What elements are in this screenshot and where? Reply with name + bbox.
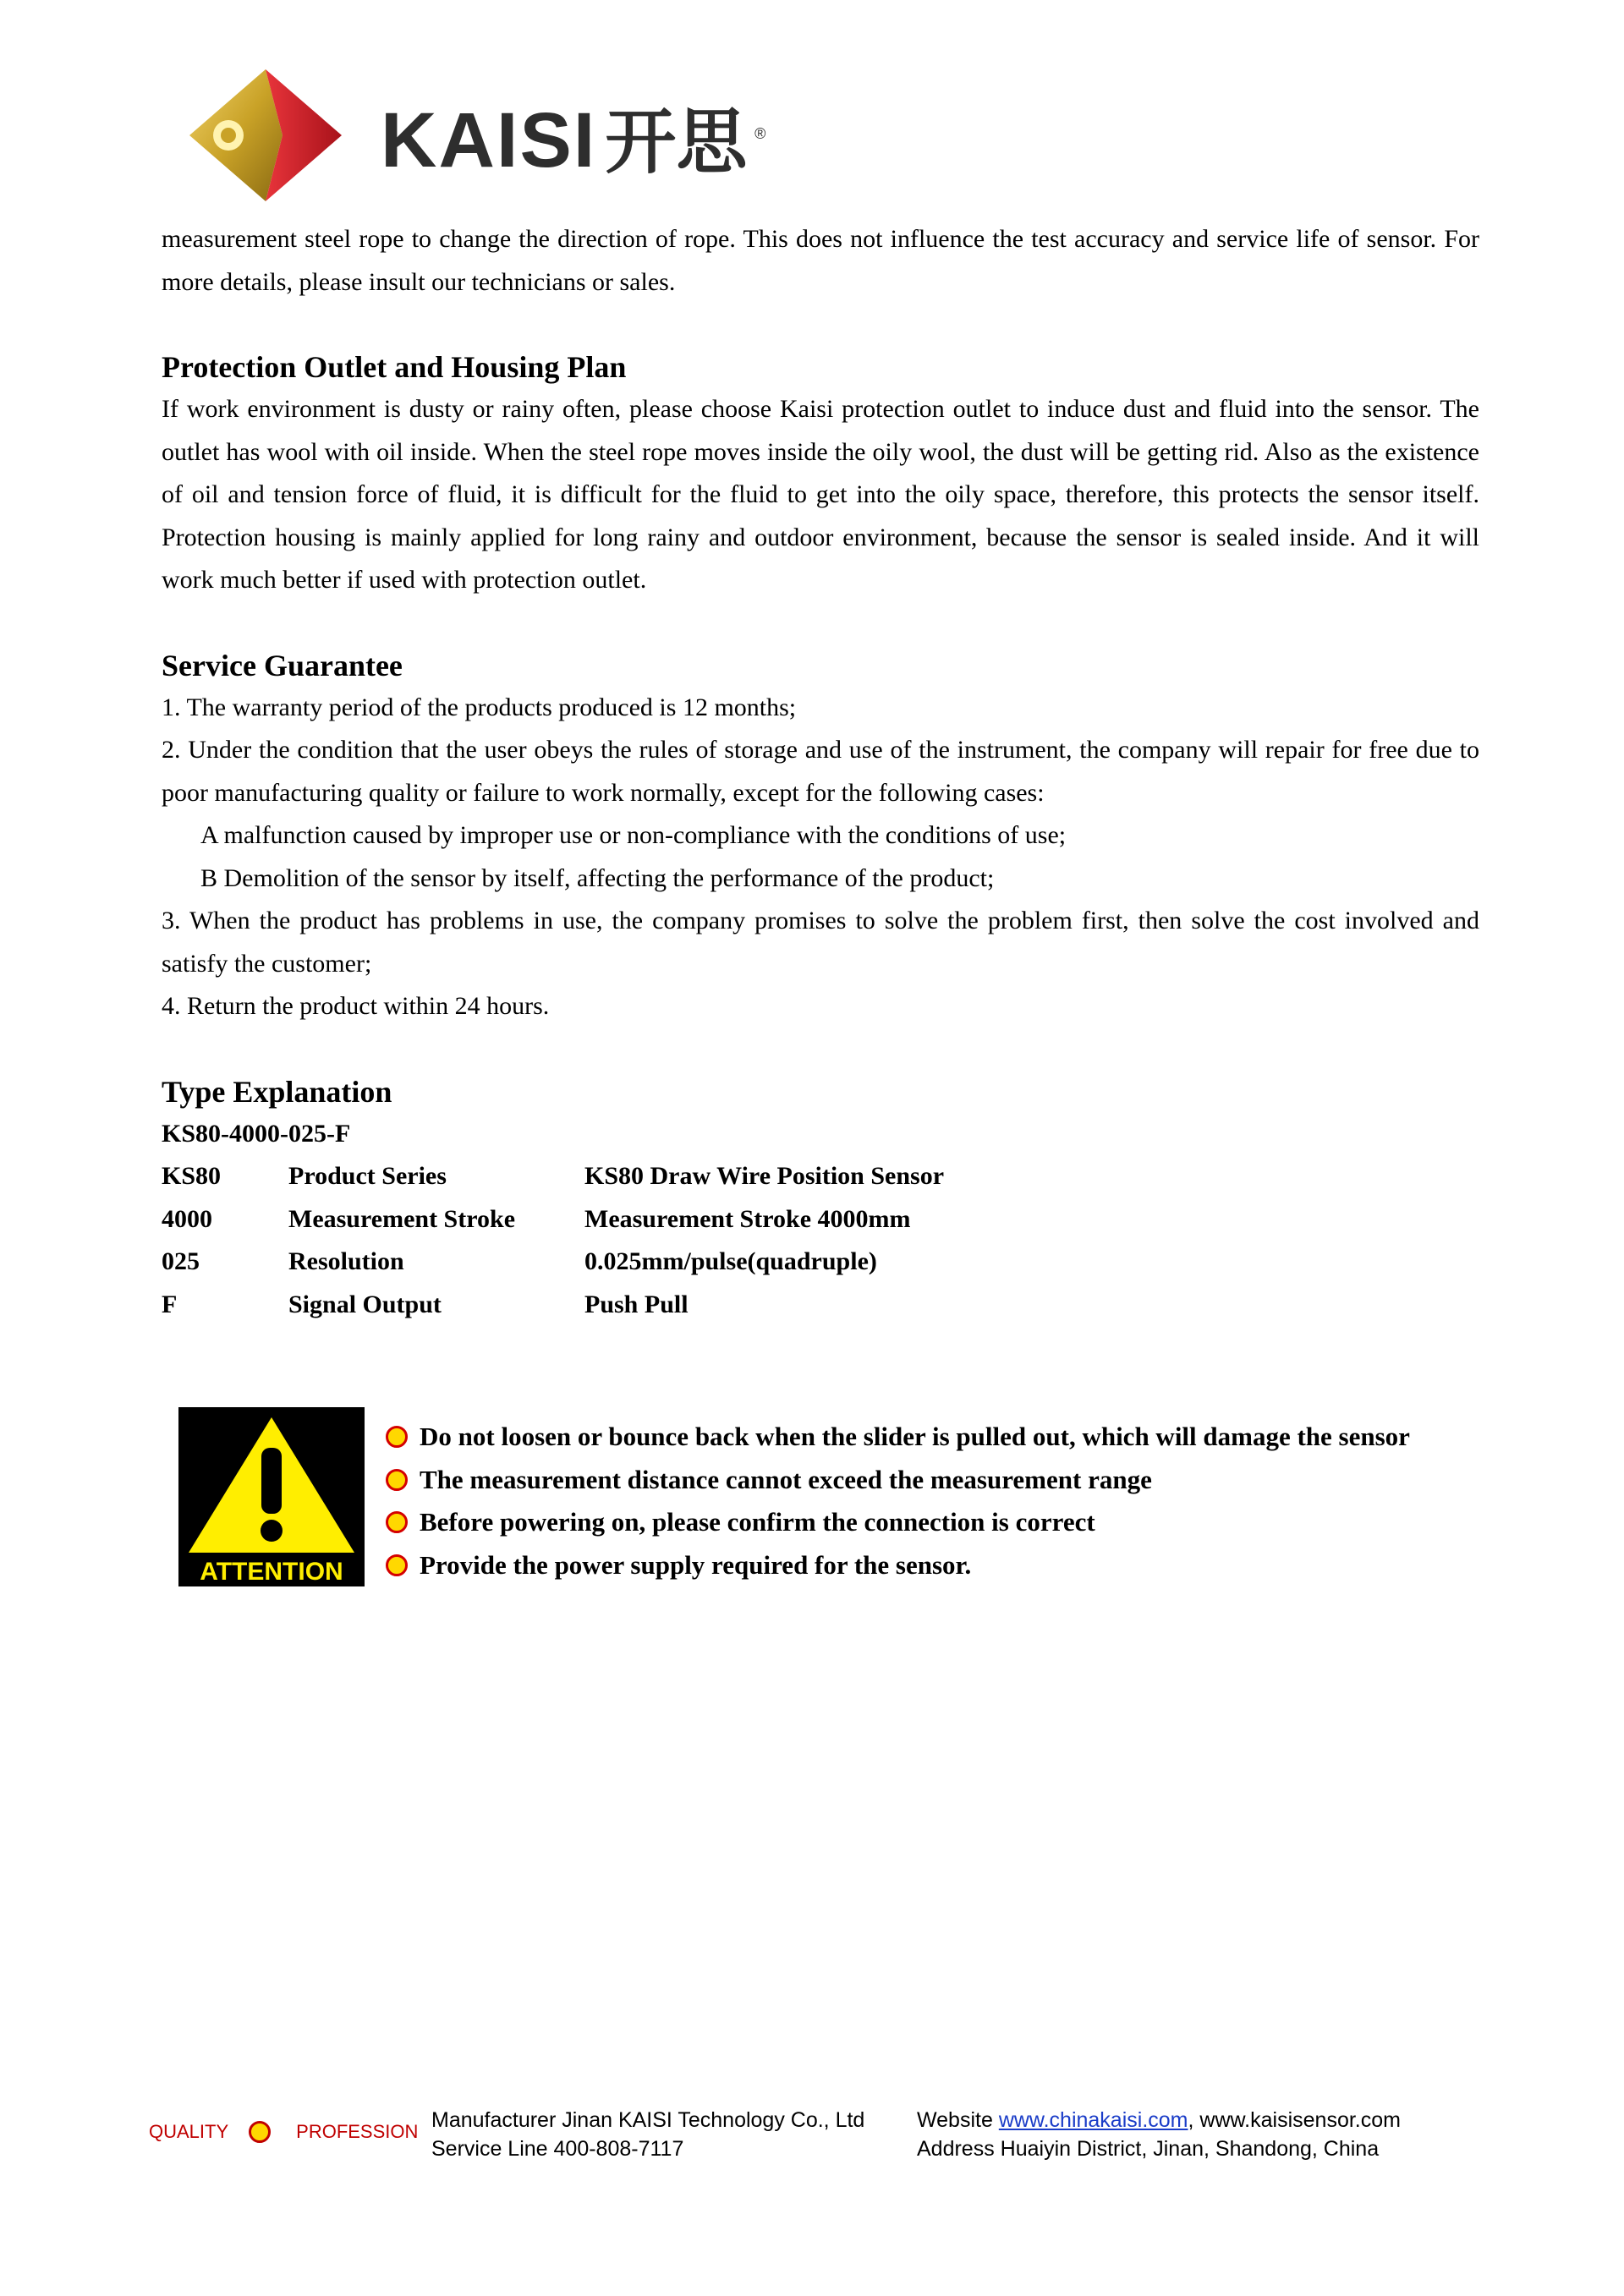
intro-continuation: measurement steel rope to change the direction of rope. This does not influence the test accuracy and service life of sensor. For more details, please insult our technicians or sales. — [162, 225, 1479, 296]
profession-text: PROFESSION — [296, 2121, 419, 2142]
attention-item — [386, 1544, 1519, 1587]
attention-item-text: Provide the power supply required for the sensor. — [420, 1549, 972, 1580]
service-sub-a: A malfunction caused by improper use or non-compliance with the conditions of use; — [200, 821, 1067, 849]
type-explanation-heading: Type Explanation — [162, 1074, 392, 1109]
circle-bullet-icon — [386, 1554, 408, 1576]
quality-profession-motto — [149, 2121, 418, 2143]
type-row-name: Resolution — [288, 1247, 404, 1275]
brand-chinese-text: 开思 — [605, 102, 748, 182]
manufacturer-text: Manufacturer Jinan KAISI Technology Co., Ltd — [431, 2108, 865, 2132]
type-row-desc: KS80 Draw Wire Position Sensor — [584, 1162, 945, 1190]
service-sub-b: B Demolition of the sensor by itself, affecting the performance of the product; — [200, 863, 995, 892]
website-link[interactable]: www.chinakaisi.com — [998, 2108, 1188, 2132]
type-row — [162, 1198, 1479, 1241]
attention-item — [386, 1501, 1519, 1544]
protection-heading: Protection Outlet and Housing Plan — [162, 350, 627, 384]
type-row-name: Measurement Stroke — [288, 1204, 516, 1233]
attention-item-text: Before powering on, please confirm the connection is correct — [420, 1507, 1095, 1537]
type-row — [162, 1284, 1479, 1327]
type-row-desc: Push Pull — [584, 1290, 689, 1318]
footer-company-info — [431, 2106, 864, 2163]
type-row-code: KS80 — [162, 1162, 222, 1190]
attention-warning-icon — [178, 1407, 365, 1586]
type-row-desc: 0.025mm/pulse(quadruple) — [584, 1247, 877, 1275]
website-line — [917, 2106, 1401, 2134]
circle-bullet-icon — [249, 2121, 271, 2143]
service-line-text: Service Line 400-808-7117 — [431, 2137, 684, 2161]
quality-text: QUALITY — [149, 2121, 229, 2142]
protection-body: If work environment is dusty or rainy often, please choose Kaisi protection outlet to induce dust and fluid into the sensor. The outlet has wool with oil inside. When the steel rope moves inside the oily wool, the dust will be getting rid. Also as the existence of oil and tension force of fluid, it is difficult for the fluid to get into the oily space, therefore, this protects the sensor itself. Protection housing is mainly applied for long rainy and outdoor environment, because the sensor is sealed inside. And it will work much better if used with protection outlet. — [162, 395, 1479, 594]
brand-text: KAISI — [381, 97, 597, 184]
brand-wordmark — [381, 97, 768, 184]
attention-item-text: The measurement distance cannot exceed the measurement range — [420, 1464, 1152, 1494]
service-item-1: 1. The warranty period of the products produced is 12 months; — [162, 693, 797, 721]
kaisi-logo — [181, 69, 773, 205]
type-code: KS80-4000-025-F — [162, 1119, 351, 1148]
service-heading: Service Guarantee — [162, 648, 403, 682]
attention-list — [386, 1416, 1519, 1586]
service-item-2: 2. Under the condition that the user obeys the rules of storage and use of the instrument, the company will repair for free due to poor manufacturing quality or failure to work normally, except for the following cases: — [162, 736, 1479, 807]
type-row-name: Product Series — [288, 1162, 447, 1190]
type-row-code: F — [162, 1290, 178, 1318]
attention-item — [386, 1459, 1519, 1502]
type-row-name: Signal Output — [288, 1290, 442, 1318]
registered-mark: ® — [754, 125, 768, 142]
page-footer — [0, 2097, 1624, 2173]
attention-item-text: Do not loosen or bounce back when the slider is pulled out, which will damage the sensor — [420, 1422, 1410, 1452]
service-item-4: 4. Return the product within 24 hours. — [162, 992, 550, 1020]
type-row — [162, 1241, 1479, 1284]
type-row-code: 025 — [162, 1247, 200, 1275]
circle-bullet-icon — [386, 1511, 408, 1533]
footer-contact-info — [917, 2106, 1401, 2163]
website-label: Website — [917, 2108, 999, 2132]
kaisi-emblem-icon — [181, 69, 350, 205]
attention-label: ATTENTION — [200, 1558, 343, 1586]
address-text: Address Huaiyin District, Jinan, Shandong, China — [917, 2137, 1380, 2161]
document-body — [162, 218, 1479, 1326]
circle-bullet-icon — [386, 1426, 408, 1448]
circle-bullet-icon — [386, 1469, 408, 1491]
service-item-3: 3. When the product has problems in use, the company promises to solve the problem first, then solve the cost involved and satisfy the customer; — [162, 907, 1479, 978]
type-row-code: 4000 — [162, 1204, 212, 1233]
type-row — [162, 1155, 1479, 1198]
website-other: , www.kaisisensor.com — [1188, 2108, 1401, 2132]
type-row-desc: Measurement Stroke 4000mm — [584, 1204, 911, 1233]
attention-item — [386, 1416, 1519, 1459]
